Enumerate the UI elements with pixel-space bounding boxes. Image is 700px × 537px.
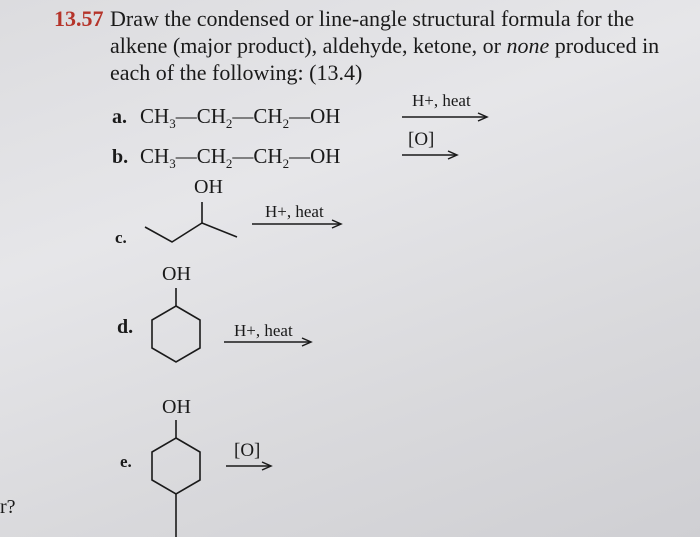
part-c-reagent: H+, heat	[265, 202, 324, 221]
part-e-reaction-arrow	[226, 461, 276, 471]
part-e-label: e.	[120, 452, 132, 471]
problem-text-line-2: alkene (major product), aldehyde, ketone, or none produced in	[110, 33, 660, 58]
problem-text-line-1: Draw the condensed or line-angle structural formula for the	[110, 6, 635, 31]
part-c-label: c.	[115, 228, 127, 247]
part-c-line-angle-structure	[140, 200, 250, 250]
part-d-reagent: H+, heat	[234, 321, 293, 340]
part-d-oh-label: OH	[162, 263, 191, 285]
part-e-methylcyclohexanol-structure	[140, 420, 220, 537]
part-d-cyclohexanol-structure	[140, 288, 220, 373]
margin-text-fragment: r?	[0, 496, 16, 518]
part-b-label: b.	[112, 146, 129, 168]
part-b-reaction-arrow	[402, 150, 462, 160]
part-b-reagent: [O]	[408, 129, 435, 150]
part-c-oh-label: OH	[194, 176, 223, 198]
part-a-reagent: H+, heat	[412, 91, 471, 110]
part-a-formula: $CH_3—CH_2—CH_2—OH$	[140, 104, 341, 132]
part-d-label: d.	[117, 316, 134, 338]
part-e-oh-label: OH	[162, 396, 191, 418]
part-b-formula: $CH_3—CH_2—CH_2—OH$	[140, 144, 341, 172]
part-a-label: a.	[112, 106, 127, 128]
problem-number: 13.57	[54, 6, 104, 31]
problem-text-line-3: each of the following: (13.4)	[110, 60, 363, 85]
part-c-reaction-arrow	[252, 219, 347, 229]
part-e-reagent: [O]	[234, 440, 261, 461]
italic-none: none	[506, 33, 550, 58]
part-d-reaction-arrow	[224, 337, 319, 347]
part-a-reaction-arrow	[402, 112, 492, 122]
